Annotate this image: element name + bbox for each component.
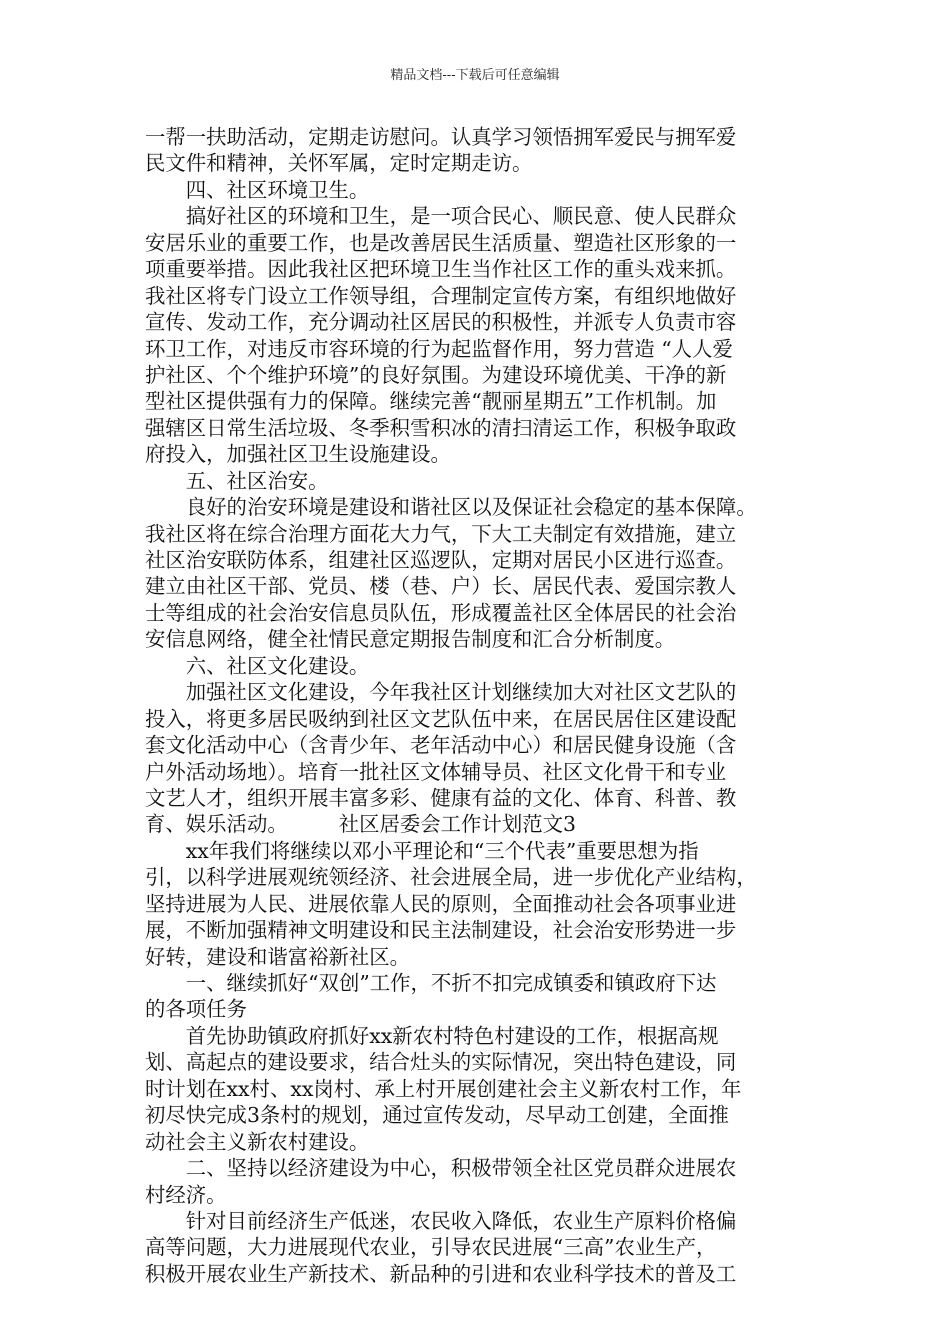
text-line: 我社区将专门设立工作领导组，合理制定宣传方案，有组织地做好 bbox=[145, 283, 737, 308]
text-line: 一帮一扶助活动，定期走访慰问。认真学习领悟拥军爱民与拥军爱 bbox=[145, 125, 737, 149]
text-line: 动社会主义新农村建设。 bbox=[145, 1129, 370, 1154]
text-line: 投入，将更多居民吸纳到社区文艺队伍中来，在居民居住区建设配 bbox=[145, 706, 737, 731]
text-line: 一、继续抓好“双创”工作，不折不扣完成镇委和镇政府下达 bbox=[145, 971, 717, 995]
document-body bbox=[145, 124, 825, 1287]
text-line: 展，不断加强精神文明建设和民主法制建设，社会治安形势进一步 bbox=[145, 918, 737, 943]
text-line: 好转，建设和谐富裕新社区。 bbox=[145, 944, 411, 969]
text-line: 四、社区环境卫生。 bbox=[145, 177, 370, 202]
text-line: 户外活动场地）。培育一批社区文体辅导员、社区文化骨干和专业 bbox=[145, 759, 727, 784]
text-line: 首先协助镇政府抓好xx新农村特色村建设的工作，根据高规 bbox=[145, 1023, 719, 1048]
text-line: 搞好社区的环境和卫生，是一项合民心、顺民意、使人民群众 bbox=[145, 204, 737, 229]
text-line: 护社区、个个维护环境”的良好氛围。为建设环境优美、干净的新 bbox=[145, 362, 727, 387]
text-line: xx年我们将继续以邓小平理论和“三个代表”重要思想为指 bbox=[145, 838, 699, 863]
text-line: 安居乐业的重要工作，也是改善居民生活质量、塑造社区形象的一 bbox=[145, 230, 737, 255]
text-line: 我社区将在综合治理方面花大力气，下大工夫制定有效措施，建立 bbox=[145, 521, 737, 546]
text-line: 强辖区日常生活垃圾、冬季积雪积冰的清扫清运工作，积极争取政 bbox=[145, 415, 737, 440]
text-line: 士等组成的社会治安信息员队伍，形成覆盖社区全体居民的社会治 bbox=[145, 600, 737, 625]
text-line: 文艺人才，组织开展丰富多彩、健康有益的文化、体育、科普、教 bbox=[145, 785, 737, 810]
text-line: 型社区提供强有力的保障。继续完善“靓丽星期五”工作机制。加 bbox=[145, 389, 717, 414]
text-line: 高等问题，大力进展现代农业，引导农民进展“三高”农业生产， bbox=[145, 1235, 717, 1260]
text-line: 初尽快完成3条村的规划，通过宣传发动，尽早动工创建，全面推 bbox=[145, 1103, 729, 1128]
text-line: 良好的治安环境是建设和谐社区以及保证社会稳定的基本保障。 bbox=[145, 495, 757, 520]
text-line: 社区治安联防体系，组建社区巡逻队，定期对居民小区进行巡查。 bbox=[145, 548, 737, 572]
text-line: 安信息网络，健全社情民意定期报告制度和汇合分析制度。 bbox=[145, 627, 676, 652]
page-header: 精品文档---下载后可任意编辑 bbox=[390, 68, 560, 83]
text-line: 府投入，加强社区卫生设施建设。 bbox=[145, 442, 451, 467]
text-line: 积极开展农业生产新技术、新品种的引进和农业科学技术的普及工 bbox=[145, 1261, 737, 1286]
text-line: 套文化活动中心（含青少年、老年活动中心）和居民健身设施（含 bbox=[145, 733, 737, 758]
text-line: 村经济。 bbox=[145, 1182, 227, 1207]
text-line: 建立由社区干部、党员、楼（巷、户）长、居民代表、爱国宗教人 bbox=[145, 574, 737, 599]
text-line: 育、娱乐活动。 社区居委会工作计划范文3 bbox=[145, 812, 576, 837]
text-line: 环卫工作，对违反市容环境的行为起监督作用，努力营造 “人人爱 bbox=[145, 336, 733, 361]
text-line: 划、高起点的建设要求，结合灶头的实际情况，突出特色建设，同 bbox=[145, 1050, 737, 1075]
text-line: 针对目前经济生产低迷，农民收入降低，农业生产原料价格偏 bbox=[145, 1208, 737, 1233]
text-line: 的各项任务 bbox=[145, 997, 247, 1022]
text-line: 二、坚持以经济建设为中心，积极带领全社区党员群众进展农 bbox=[145, 1156, 737, 1181]
text-line: 宣传、发动工作，充分调动社区居民的积极性，并派专人负责市容 bbox=[145, 310, 737, 335]
text-line: 项重要举措。因此我社区把环境卫生当作社区工作的重头戏来抓。 bbox=[145, 257, 737, 282]
text-line: 五、社区治安。 bbox=[145, 468, 329, 493]
text-line: 加强社区文化建设，今年我社区计划继续加大对社区文艺队的 bbox=[145, 680, 737, 705]
text-line: 坚持进展为人民、进展依靠人民的原则，全面推动社会各项事业进 bbox=[145, 891, 737, 916]
text-line: 引，以科学进展观统领经济、社会进展全局，进一步优化产业结构， bbox=[145, 865, 757, 890]
text-line: 民文件和精神，关怀军属，定时定期走访。 bbox=[145, 151, 533, 176]
text-line: 时计划在xx村、xx岗村、承上村开展创建社会主义新农村工作，年 bbox=[145, 1076, 742, 1101]
text-line: 六、社区文化建设。 bbox=[145, 653, 370, 678]
